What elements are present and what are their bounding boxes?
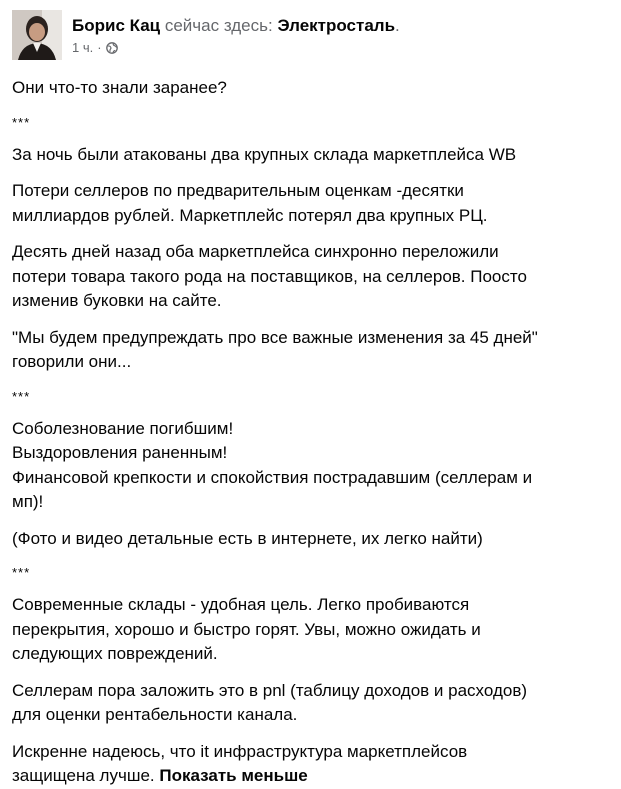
- post-line: Потери селлеров по предварительным оценкам -десятки: [12, 181, 464, 200]
- post-line: Они что-то знали заранее?: [12, 78, 227, 97]
- post-subline: [72, 40, 400, 56]
- activity-text: сейчас здесь:: [164, 16, 273, 35]
- post-paragraph: [12, 326, 609, 375]
- post-line: За ночь были атакованы два крупных склада маркетплейса WB: [12, 144, 517, 164]
- post-line: потери товара такого рода на поставщиков, на селлеров. Поосто: [12, 266, 527, 286]
- separator-dot: ·: [97, 40, 102, 55]
- post-line: Соболезнование погибшим!: [12, 418, 234, 438]
- post-body: [12, 76, 609, 789]
- post-line: миллиардов рублей. Маркетплейс потерял два крупных РЦ.: [12, 205, 488, 225]
- title-line: [72, 16, 400, 36]
- avatar[interactable]: [12, 10, 62, 60]
- post-line: следующих повреждений.: [12, 644, 218, 663]
- post-paragraph: [12, 527, 609, 552]
- post-header: [12, 10, 609, 66]
- post-line: изменив буковки на сайте.: [12, 291, 222, 310]
- post-line: ***: [12, 114, 31, 130]
- post-paragraph: [12, 76, 609, 101]
- post-paragraph: [12, 417, 609, 515]
- post-line: Селлерам пора заложить это в pnl (таблицу доходов и расходов): [12, 680, 528, 700]
- place-suffix: .: [395, 16, 400, 35]
- post-timestamp[interactable]: 1 ч.: [72, 40, 94, 55]
- separator-stars: [12, 113, 609, 133]
- post-line: ***: [12, 388, 31, 404]
- post-paragraph: [12, 593, 609, 667]
- globe-icon[interactable]: [106, 42, 118, 54]
- separator-stars: [12, 563, 609, 583]
- post-line: перекрытия, хорошо и быстро горят. Увы, можно ожидать и: [12, 619, 481, 639]
- post-line: ***: [12, 565, 31, 580]
- post-line: защищена лучше.: [12, 766, 155, 785]
- post-line: для оценки рентабельности канала.: [12, 705, 298, 724]
- post-line: "Мы будем предупреждать про все важные изменения за 45 дней": [12, 327, 538, 347]
- post-line: мп)!: [12, 492, 44, 511]
- author-name[interactable]: Борис Кац: [72, 16, 161, 35]
- post-paragraph: [12, 143, 609, 168]
- post-line: Современные склады - удобная цель. Легко пробиваются: [12, 595, 470, 614]
- place-link[interactable]: Электросталь: [277, 16, 396, 35]
- post-meta: [72, 10, 400, 56]
- post-line: говорили они...: [12, 352, 132, 371]
- post-paragraph: [12, 179, 609, 228]
- post-line: Финансовой крепкости и спокойствия пострадавшим (селлерам и: [12, 467, 533, 487]
- post-paragraph: [12, 240, 609, 314]
- post-line: Искренне надеюсь, что it инфраструктура маркетплейсов: [12, 741, 468, 761]
- post-paragraph: [12, 679, 609, 728]
- post-line: (Фото и видео детальные есть в интернете, их легко найти): [12, 528, 483, 548]
- post-paragraph: [12, 740, 609, 789]
- show-less-link[interactable]: Показать меньше: [159, 766, 308, 785]
- post-line: Десять дней назад оба маркетплейса синхронно переложили: [12, 242, 499, 261]
- post-line: Выздоровления раненным!: [12, 443, 228, 462]
- avatar-photo: [12, 10, 62, 60]
- separator-stars: [12, 387, 609, 407]
